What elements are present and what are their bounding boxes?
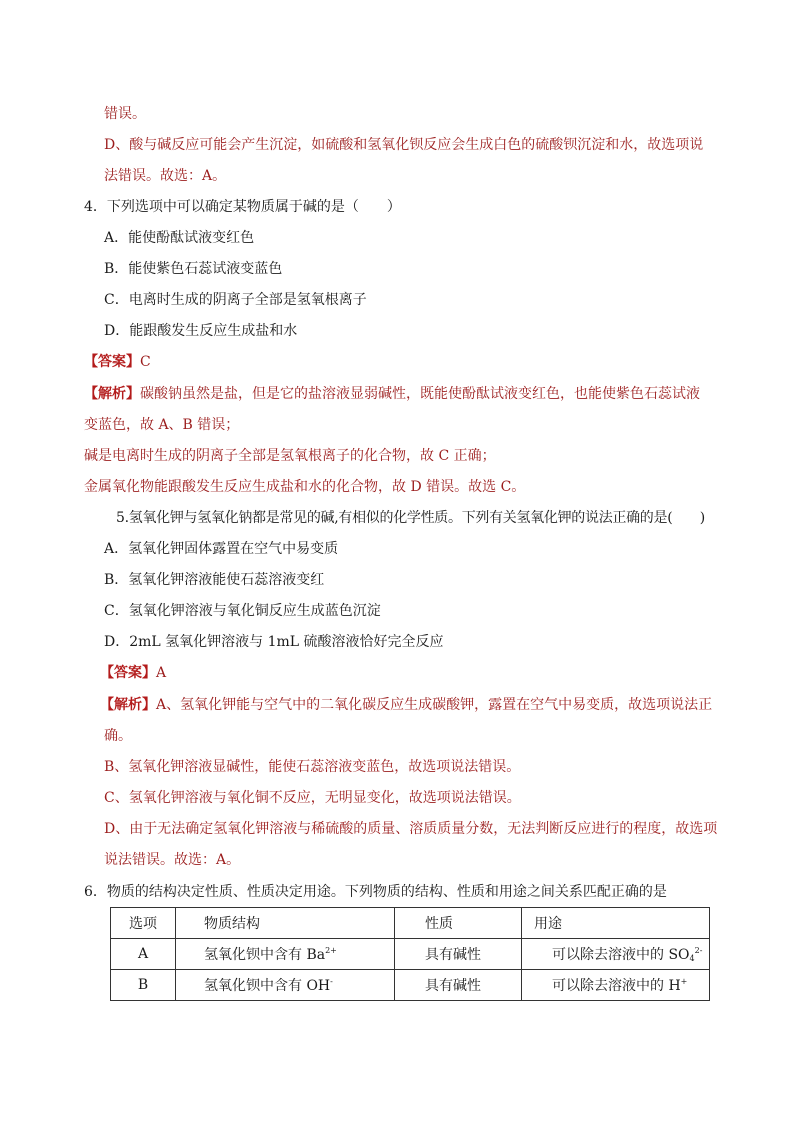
q5-answer [100, 663, 166, 683]
table-header-row [111, 908, 710, 939]
answer-value: A [156, 665, 167, 681]
q5-option-d: D．2mL 氢氧化钾溶液与 1mL 硫酸溶液恰好完全反应 [104, 634, 444, 650]
table-cell-option: B [111, 970, 176, 1001]
table-cell-property: 具有碱性 [395, 939, 522, 970]
answer-tag: 【答案】 [100, 665, 156, 681]
analysis-tag: 【解析】 [100, 697, 156, 713]
q5-analysis-line-3: B、氢氧化钾溶液显碱性，能使石蕊溶液变蓝色，故选项说法错误。 [104, 759, 521, 775]
q4-analysis [84, 384, 700, 404]
q4-option-d: D．能跟酸发生反应生成盐和水 [104, 323, 298, 339]
table-cell-use: 可以除去溶液中的 H+ [522, 970, 710, 1001]
q5-analysis-line-5: D、由于无法确定氢氧化钾溶液与稀硫酸的质量、溶质质量分数，无法判断反应进行的程度，故选项 [104, 821, 718, 837]
q5-option-c: C．氢氧化钾溶液与氧化铜反应生成蓝色沉淀 [104, 603, 381, 619]
table-header: 用途 [522, 908, 710, 939]
table-header: 物质结构 [176, 908, 395, 939]
q5-analysis-line-2: 确。 [104, 728, 132, 744]
analysis-tag: 【解析】 [84, 386, 140, 402]
table-cell-property: 具有碱性 [395, 970, 522, 1001]
table-cell-use: 可以除去溶液中的 $SO_4^{2-}$ [522, 939, 710, 970]
q4-analysis-line-2: 变蓝色，故 A、B 错误； [84, 417, 240, 433]
q4-answer [84, 352, 151, 372]
q4-option-b: B．能使紫色石蕊试液变蓝色 [104, 261, 283, 277]
q5-analysis [100, 695, 712, 715]
table-cell-structure: 氢氧化钡中含有 $Ba^{2+}$ [176, 939, 395, 970]
table-header: 性质 [395, 908, 522, 939]
q5-option-b: B．氢氧化钾溶液能使石蕊溶液变红 [104, 572, 325, 588]
analysis-text: A、氢氧化钾能与空气中的二氧化碳反应生成碳酸钾，露置在空气中易变质，故选项说法正 [156, 697, 713, 713]
analysis-text: 碳酸钠虽然是盐，但是它的盐溶液显弱碱性，既能使酚酞试液变红色，也能使紫色石蕊试液 [140, 386, 700, 402]
q6-stem: 6．物质的结构决定性质、性质决定用途。下列物质的结构、性质和用途之间关系匹配正确的是 [84, 884, 667, 900]
table-row [111, 970, 710, 1001]
table-cell-option: A [111, 939, 176, 970]
table-header: 选项 [111, 908, 176, 939]
answer-tag: 【答案】 [84, 354, 140, 370]
q6-options-table [110, 907, 710, 1001]
q4-analysis-line-4: 金属氧化物能跟酸发生反应生成盐和水的化合物，故 D 错误。故选 C。 [84, 479, 526, 495]
q5-stem: 5.氢氧化钾与氢氧化钠都是常见的碱,有相似的化学性质。下列有关氢氧化钾的说法正确的是( ) [116, 510, 705, 526]
q4-option-a: A．能使酚酞试液变红色 [104, 230, 255, 246]
q4-analysis-line-3: 碱是电离时生成的阴离子全部是氢氧根离子的化合物，故 C 正确； [84, 448, 496, 464]
table-cell-structure: 氢氧化钡中含有 OH- [176, 970, 395, 1001]
q3-option-d-analysis-cont: 法错误。故选：A。 [104, 168, 227, 184]
q4-option-c: C．电离时生成的阴离子全部是氢氧根离子 [104, 292, 367, 308]
q3-analysis-line: 错误。 [104, 106, 146, 122]
table-row [111, 939, 710, 970]
answer-value: C [140, 354, 151, 370]
q5-analysis-line-4: C、氢氧化钾溶液与氧化铜不反应，无明显变化，故选项说法错误。 [104, 790, 521, 806]
q4-stem: 4．下列选项中可以确定某物质属于碱的是（ ） [84, 199, 401, 215]
q5-analysis-line-6: 说法错误。故选：A。 [104, 852, 241, 868]
q3-option-d-analysis: D、酸与碱反应可能会产生沉淀，如硫酸和氢氧化钡反应会生成白色的硫酸钡沉淀和水，故选项说 [104, 137, 704, 153]
q5-option-a: A．氢氧化钾固体露置在空气中易变质 [104, 541, 339, 557]
